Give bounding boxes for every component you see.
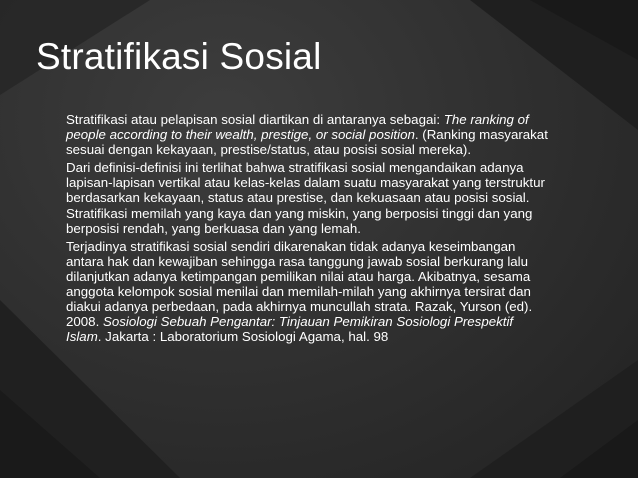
paragraph-text: . (Ranking masyarakat sesuai dengan kekayaan, prestise/status, atau posisi sosial mereka).: [66, 127, 548, 158]
slide-title: Stratifikasi Sosial: [36, 36, 322, 77]
paragraph-text: Stratifikasi atau pelapisan sosial diartikan di antaranya sebagai:: [66, 112, 444, 127]
paragraph-cause: [66, 239, 552, 345]
paragraph-text-italic: The ranking of people according to their wealth, prestige, or social position: [66, 112, 529, 143]
citation-title: Sosiologi Sebuah Pengantar: Tinjauan Pemikiran Sosiologi Prespektif Islam: [66, 314, 514, 345]
slide-body: [66, 112, 552, 347]
citation-publisher: . Jakarta : Laboratorium Sosiologi Agama, hal. 98: [97, 329, 389, 345]
paragraph-text: Dari definisi-definisi ini terlihat bahwa stratifikasi sosial mengandaikan adanya lapisan-lapisan vertikal atau kelas-kelas dalam suatu masyarakat yang terstruktur berdasarkan kekayaan, status atau prestise, dan kekuasaan atau posisi sosial. Stratifikasi memilah yang kaya dan yang miskin, yang berposisi tinggi dan yang berposisi rendah, yang berkuasa dan yang lemah.: [66, 160, 545, 236]
paragraph-explanation: [66, 160, 552, 235]
paragraph-definition: [66, 112, 552, 157]
paragraph-text: Terjadinya stratifikasi sosial sendiri dikarenakan tidak adanya keseimbangan antara hak dan kewajiban sehingga rasa tanggung jawab sosial berkurang lalu dilanjutkan adanya ketimpangan pemilikan nilai atau harga. Akibatnya, sesama anggota kelompok sosial menilai dan memilah-milah yang akhirnya tersirat dan diakui adanya perbedaan, pada akhirnya muncullah strata. Razak, Yurson (ed). 2008.: [66, 238, 533, 330]
